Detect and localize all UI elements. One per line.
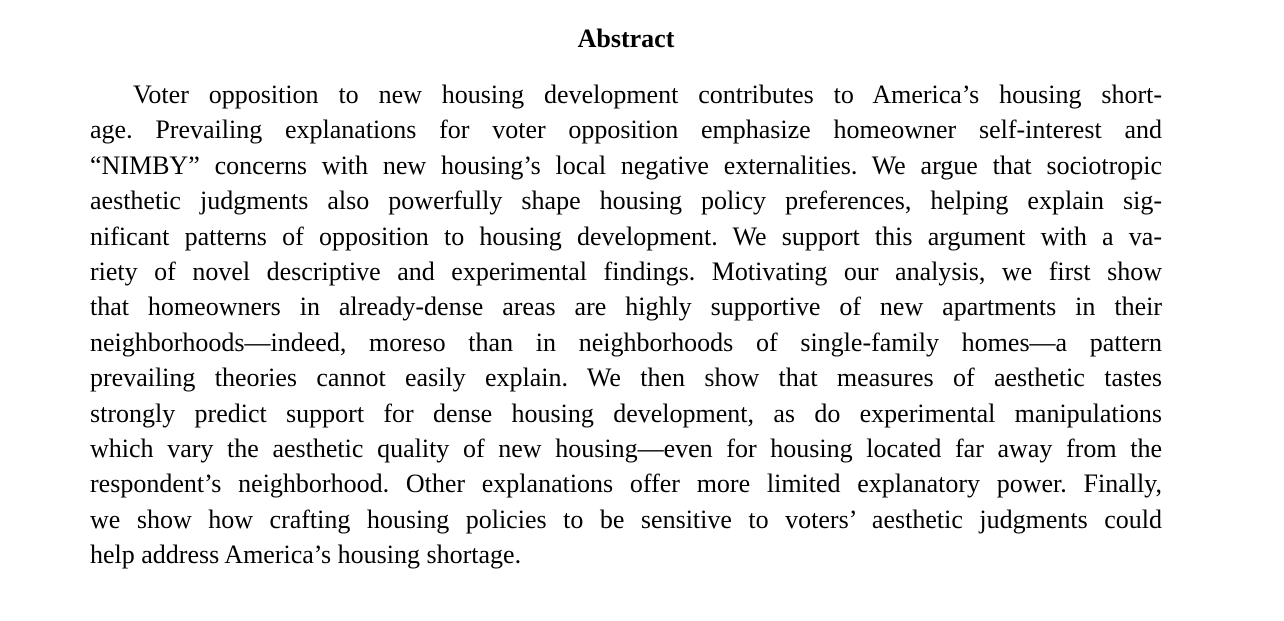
abstract-line: age. Prevailing explanations for voter opposition emphasize homeowner self-interest and bbox=[90, 115, 1162, 145]
abstract-body bbox=[90, 77, 1162, 572]
abstract-line: Voter opposition to new housing development contributes to America’s housing short- bbox=[133, 80, 1162, 109]
abstract-line: we show how crafting housing policies to be sensitive to voters’ aesthetic judgments could bbox=[90, 504, 1162, 534]
abstract-line: which vary the aesthetic quality of new housing—even for housing located far away from the bbox=[90, 433, 1162, 463]
abstract-line: neighborhoods—indeed, moreso than in neighborhoods of single-family homes—a pattern bbox=[90, 327, 1162, 357]
abstract-line: help address America’s housing shortage. bbox=[90, 540, 522, 570]
abstract-line: prevailing theories cannot easily explain. We then show that measures of aesthetic tastes bbox=[90, 363, 1162, 393]
abstract-line: “NIMBY” concerns with new housing’s local negative externalities. We argue that sociotropic bbox=[90, 150, 1162, 180]
abstract-line: aesthetic judgments also powerfully shape housing policy preferences, helping explain sig- bbox=[90, 186, 1162, 216]
abstract-line: that homeowners in already-dense areas are highly supportive of new apartments in their bbox=[90, 292, 1162, 322]
abstract-line: respondent’s neighborhood. Other explanations offer more limited explanatory power. Finally, bbox=[90, 469, 1162, 499]
abstract-heading: Abstract bbox=[577, 24, 675, 53]
abstract-line: nificant patterns of opposition to housing development. We support this argument with a va- bbox=[90, 221, 1162, 251]
abstract-line: strongly predict support for dense housing development, as do experimental manipulations bbox=[90, 398, 1162, 428]
abstract-line: riety of novel descriptive and experimental findings. Motivating our analysis, we first show bbox=[90, 256, 1162, 286]
